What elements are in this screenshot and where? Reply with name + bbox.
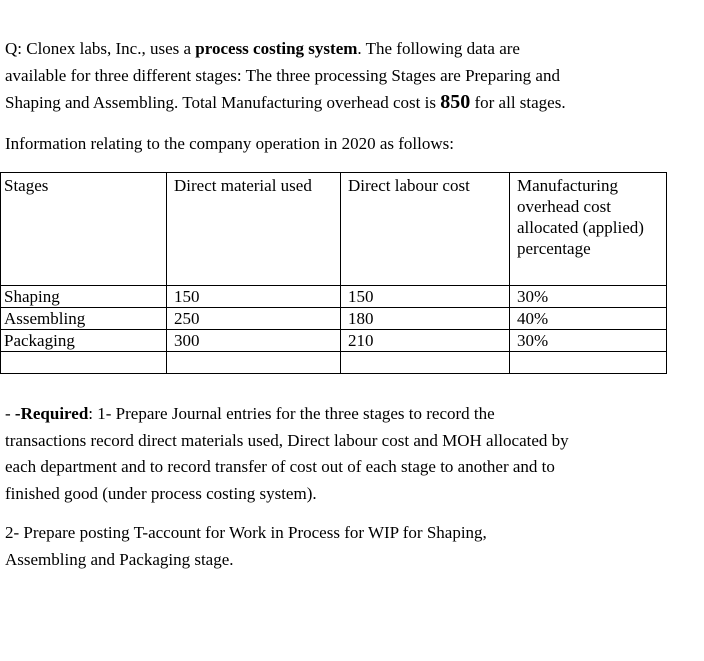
direct-material-value: 300: [167, 330, 341, 352]
question-paragraph: [5, 35, 566, 116]
table-row-empty: [1, 352, 667, 374]
question-line-3: Shaping and Assembling. Total Manufacturing overhead cost is 850 for all stages.: [5, 91, 566, 113]
required-paragraph: [5, 401, 569, 507]
stage-name: Shaping: [1, 286, 167, 308]
stage-cost-table: [0, 172, 667, 374]
direct-labour-value: 150: [341, 286, 510, 308]
empty-cell: [1, 352, 167, 374]
overhead-percentage-value: 30%: [510, 330, 667, 352]
direct-material-value: 250: [167, 308, 341, 330]
overhead-total-value: 850: [440, 91, 471, 113]
required-line-3: each department and to record transfer of cost out of each stage to another and to: [5, 457, 555, 476]
table-row: [1, 330, 667, 352]
question-line-1: Q: Clonex labs, Inc., uses a process costing system. The following data are: [5, 39, 520, 58]
direct-labour-value: 210: [341, 330, 510, 352]
empty-cell: [167, 352, 341, 374]
header-direct-labour: Direct labour cost: [341, 173, 510, 286]
table-row: [1, 286, 667, 308]
required-line-4: finished good (under process costing system).: [5, 483, 317, 503]
header-stages: Stages: [1, 173, 167, 286]
required-label: -Required: [14, 404, 89, 423]
intro-text: Information relating to the company operation in 2020 as follows:: [5, 134, 454, 153]
overhead-percentage-value: 40%: [510, 308, 667, 330]
required2-line-2: Assembling and Packaging stage.: [5, 549, 234, 569]
table-header-row: [1, 173, 667, 286]
table-row: [1, 308, 667, 330]
header-direct-material: Direct material used: [167, 173, 341, 286]
required-part-2-paragraph: [5, 520, 487, 573]
required-line-1: - -Required: 1- Prepare Journal entries for the three stages to record the: [5, 404, 495, 423]
required2-line-1: 2- Prepare posting T-account for Work in Process for WIP for Shaping,: [5, 523, 487, 542]
stage-name: Assembling: [1, 308, 167, 330]
header-overhead-percentage: Manufacturing overhead cost allocated (applied) percentage: [510, 173, 667, 286]
empty-cell: [510, 352, 667, 374]
process-costing-term: process costing system: [195, 39, 358, 58]
question-line-2: available for three different stages: The three processing Stages are Preparing and: [5, 66, 560, 85]
stage-name: Packaging: [1, 330, 167, 352]
overhead-percentage-value: 30%: [510, 286, 667, 308]
empty-cell: [341, 352, 510, 374]
direct-labour-value: 180: [341, 308, 510, 330]
required-line-2: transactions record direct materials used, Direct labour cost and MOH allocated by: [5, 430, 569, 450]
direct-material-value: 150: [167, 286, 341, 308]
